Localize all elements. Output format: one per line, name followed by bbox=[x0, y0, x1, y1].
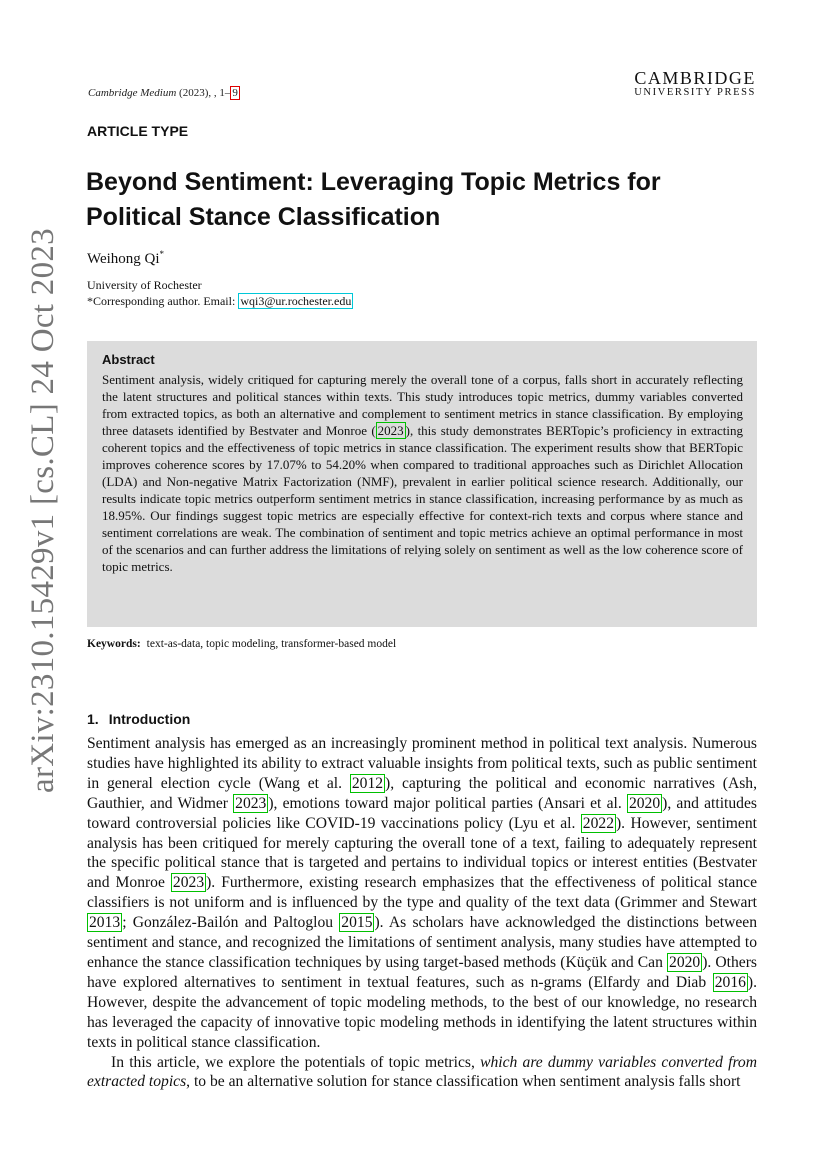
abstract-citation-link[interactable]: 2023 bbox=[377, 423, 404, 438]
intro-paragraph-2 bbox=[87, 1053, 757, 1093]
publisher-subname: UNIVERSITY PRESS bbox=[634, 87, 756, 98]
author-mark: * bbox=[159, 249, 165, 259]
author-line bbox=[87, 249, 164, 268]
intro-text: , to be an alternative solution for stance classification when sentiment analysis falls short bbox=[186, 1073, 741, 1091]
introduction-body bbox=[87, 734, 757, 1092]
running-header bbox=[88, 87, 240, 99]
intro-text: ). As scholars have acknowledged the distinctions between sentiment and stance, and recognized the limitations of sentiment analysis, many studies have attempted to enhance the stance classification techniques by using target-based methods (Küçük and Can bbox=[87, 914, 757, 971]
keywords-line bbox=[87, 638, 396, 650]
citation-link[interactable]: 2023 bbox=[235, 794, 267, 812]
last-page-link[interactable]: 9 bbox=[232, 87, 238, 99]
citation-link[interactable]: 2013 bbox=[89, 914, 121, 932]
citation-link[interactable]: 2022 bbox=[582, 814, 614, 832]
intro-paragraph-1 bbox=[87, 734, 757, 1053]
intro-text: ). Others have explored alternatives to sentiment in textual features, such as n-grams (Elfardy and Diab bbox=[87, 953, 757, 991]
keywords-value: text-as-data, topic modeling, transformer-based model bbox=[146, 638, 397, 650]
abstract-text bbox=[102, 371, 743, 575]
email-link[interactable]: wqi3@ur.rochester.edu bbox=[240, 294, 352, 308]
paper-title: Beyond Sentiment: Leveraging Topic Metrics for Political Stance Classification bbox=[86, 168, 661, 231]
corresponding-line bbox=[87, 293, 353, 309]
abstract-box bbox=[87, 341, 757, 627]
publisher-logo bbox=[634, 69, 756, 99]
corresponding-prefix: *Corresponding author. Email: bbox=[87, 294, 239, 308]
arxiv-id: arXiv:2310.15429v1 [cs.CL] 24 Oct 2023 bbox=[24, 227, 61, 793]
intro-text: ). Furthermore, existing research emphasizes that the effectiveness of political stance classifiers is not uniform and is influenced by the type and quality of the text data (Grimmer and Stewart bbox=[87, 874, 757, 912]
keywords-label: Keywords: bbox=[87, 638, 141, 650]
intro-text: In this article, we explore the potentials of topic metrics, bbox=[111, 1053, 481, 1071]
abstract-part1: Sentiment analysis, widely critiqued for capturing merely the overall tone of a corpus, falls short in accurately reflecting the latent structures and political stances within texts. This study introduces topic metrics, dummy variables converted from extracted topics, as both an alternative and complement to sentiment metrics in stance classification. By employing three datasets identified by Bestvater and Monroe ( bbox=[102, 372, 743, 438]
intro-text: ; González-Bailón and Paltoglou bbox=[122, 914, 340, 932]
institution: University of Rochester bbox=[87, 278, 202, 292]
intro-text: ), emotions toward major political parties (Ansari et al. bbox=[268, 794, 627, 812]
section-number: 1. bbox=[87, 711, 99, 727]
author-name: Weihong Qi bbox=[87, 251, 160, 267]
citation-link[interactable]: 2020 bbox=[628, 794, 661, 812]
intro-text: ), capturing the political and economic narratives (Ash, Gauthier, and Widmer bbox=[87, 774, 757, 812]
intro-text: ). However, sentiment analysis has been critiqued for merely capturing the overall tone of a text, failing to adequately represent the specific political stance that is targeted and pertains to individual topics or interest entities (Bestvater and Monroe bbox=[87, 814, 757, 892]
intro-text: ), and attitudes toward controversial policies like COVID-19 vaccinations policy (Lyu et al. bbox=[87, 794, 757, 832]
citation-link[interactable]: 2015 bbox=[341, 914, 373, 932]
section-title: Introduction bbox=[108, 711, 191, 727]
abstract-heading: Abstract bbox=[102, 352, 155, 367]
section-heading bbox=[87, 711, 190, 727]
citation-link[interactable]: 2020 bbox=[669, 953, 701, 971]
intro-text: Sentiment analysis has emerged as an increasingly prominent method in political text analysis. Numerous studies have highlighted its ability to extract valuable insights from political texts, such as public sentiment in general election cycle (Wang et al. bbox=[87, 735, 757, 792]
journal-year-pages: (2023), , 1– bbox=[179, 87, 231, 99]
citation-link[interactable]: 2023 bbox=[172, 874, 205, 892]
intro-italic-text: which are dummy variables converted from extracted topics bbox=[87, 1053, 757, 1091]
article-type: ARTICLE TYPE bbox=[87, 123, 189, 139]
arxiv-sidebar-stamp bbox=[12, 205, 74, 815]
affiliation-block bbox=[87, 277, 353, 309]
intro-text: ). However, despite the advancement of topic modeling methods, to the best of our knowledge, no research has leveraged the capacity of innovative topic modeling methods in identifying the latent structures within texts in political stance classification. bbox=[87, 973, 757, 1051]
journal-name: Cambridge Medium bbox=[88, 87, 177, 99]
abstract-part2: ), this study demonstrates BERTopic’s proficiency in extracting coherent topics and the effectiveness of topic metrics in stance classification. The experiment results show that BERTopic improves coherence scores by 17.07% to 54.20% when compared to traditional approaches such as Dirichlet Allocation (LDA) and Non-negative Matrix Factorization (NMF), prevalent in earlier political science research. Additionally, our results indicate topic metrics outperform sentiment metrics in stance classification, increasing performance by as much as 18.95%. Our findings suggest topic metrics are especially effective for context-rich texts and corpus where stance and sentiment correlations are weak. The combination of sentiment and topic metrics achieve an optimal performance in most of the scenarios and can further address the limitations of relying solely on sentiment as well as the low coherence score of topic metrics. bbox=[102, 423, 743, 574]
citation-link[interactable]: 2012 bbox=[351, 774, 384, 792]
citation-link[interactable]: 2016 bbox=[714, 973, 746, 991]
publisher-name: CAMBRIDGE bbox=[634, 68, 756, 88]
